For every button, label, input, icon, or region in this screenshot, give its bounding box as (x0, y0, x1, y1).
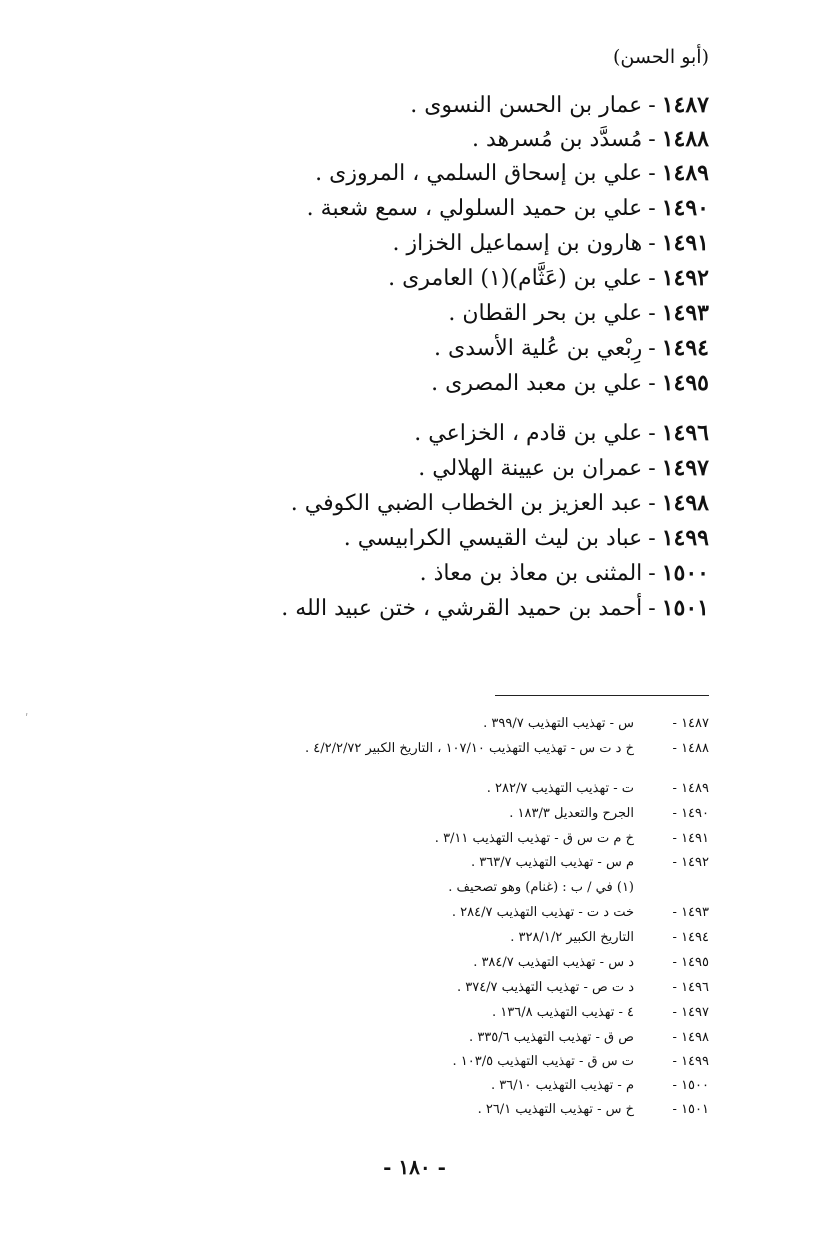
entry-row (307, 193, 709, 223)
entry-dash: - (648, 456, 656, 481)
footnote-separator (495, 695, 709, 696)
footnote-text: الجرح والتعديل ١٨٣/٣ . (509, 806, 634, 821)
entry-number: ١٤٩١ (661, 230, 709, 256)
footnote-text: م - تهذيب التهذيب ٣٦/١٠ . (490, 1078, 634, 1093)
entry-text: مُسدَّد بن مُسرهد . (472, 127, 643, 152)
entry-row (472, 124, 709, 154)
entry-row (281, 593, 709, 623)
entry-row (418, 453, 709, 483)
entry-dash: - (648, 266, 656, 291)
entry-text: أحمد بن حميد القرشي ، ختن عبيد الله . (281, 596, 643, 621)
footnote-text: ص ق - تهذيب التهذيب ٣٣٥/٦ . (469, 1030, 634, 1045)
entry-dash: - (648, 93, 656, 118)
footnote-text: (١) في / ب : (غنام) وهو تصحيف . (448, 880, 634, 895)
entry-dash: - (648, 127, 656, 152)
entry-row (410, 90, 709, 120)
footnote-number: ١٤٩٤ - (672, 930, 709, 945)
entry-number: ١٥٠١ (661, 595, 709, 621)
entry-dash: - (648, 596, 656, 621)
footnote-text: م س - تهذيب التهذيب ٣٦٣/٧ . (470, 855, 634, 870)
footnote-text: خ م ت س ق - تهذيب التهذيب ٣/١١ . (434, 831, 634, 846)
entry-number: ١٥٠٠ (661, 560, 709, 586)
footnote-number: ١٤٩١ - (672, 831, 709, 846)
entry-row (420, 558, 709, 588)
footnote-number: ١٤٩٧ - (672, 1005, 709, 1020)
entry-number: ١٤٩٢ (661, 265, 709, 291)
footnote-number: ١٤٩٠ - (672, 806, 709, 821)
footnote-number: ١٤٩٨ - (672, 1030, 709, 1045)
footnote-number: ١٤٩٥ - (672, 955, 709, 970)
entry-text: عبد العزيز بن الخطاب الضبي الكوفي . (290, 491, 643, 516)
entry-row (315, 158, 709, 188)
footnote-number: ١٤٩٩ - (672, 1054, 709, 1069)
footnote-number (654, 878, 709, 898)
entry-row (431, 368, 709, 398)
margin-mark: ʹ (25, 712, 29, 726)
entry-text: هارون بن إسماعيل الخزاز . (392, 231, 643, 256)
footnote-number: ١٤٨٩ - (672, 781, 709, 796)
footnote-text: ت - تهذيب التهذيب ٢٨٢/٧ . (486, 781, 634, 796)
entry-number: ١٤٨٧ (661, 92, 709, 118)
entry-text: علي بن بحر القطان . (448, 301, 643, 326)
footnote-text: خ د ت س - تهذيب التهذيب ١٠٧/١٠ ، التاريخ الكبير ٤/٢/٢/٧٢ . (305, 741, 634, 756)
entry-row (344, 523, 709, 553)
footnote-text: ت س ق - تهذيب التهذيب ١٠٣/٥ . (452, 1054, 634, 1069)
entry-text: عباد بن ليث القيسي الكرابيسي . (343, 526, 643, 551)
footnote-text: س - تهذيب التهذيب ٣٩٩/٧ . (483, 716, 634, 731)
footnote-text: خ س - تهذيب التهذيب ٢٦/١ . (477, 1102, 634, 1117)
footnote-text: د س - تهذيب التهذيب ٣٨٤/٧ . (473, 955, 634, 970)
entry-dash: - (648, 231, 656, 256)
entry-text: علي بن (عَثَّام)(١) العامرى . (388, 266, 643, 291)
entry-number: ١٤٩٤ (661, 335, 709, 361)
footnote-text: د ت ص - تهذيب التهذيب ٣٧٤/٧ . (456, 980, 634, 995)
entry-dash: - (648, 491, 656, 516)
footnote-text: ٤ - تهذيب التهذيب ١٣٦/٨ . (492, 1005, 634, 1020)
entry-number: ١٤٨٩ (661, 160, 709, 186)
entry-text: عمران بن عيينة الهلالي . (418, 456, 643, 481)
footnote-number: ١٥٠٠ - (672, 1078, 709, 1093)
entry-dash: - (648, 161, 656, 186)
entry-number: ١٤٩٩ (661, 525, 709, 551)
entry-number: ١٤٩٨ (661, 490, 709, 516)
entry-row (392, 228, 709, 258)
entry-text: علي بن معبد المصرى . (431, 371, 643, 396)
entry-text: عمار بن الحسن النسوى . (410, 93, 643, 118)
entry-row (291, 488, 709, 518)
entry-row (434, 333, 709, 363)
entry-number: ١٤٩٣ (661, 300, 709, 326)
entry-number: ١٤٩٧ (661, 455, 709, 481)
footnote-number: ١٤٩٢ - (672, 855, 709, 870)
entry-row (414, 418, 709, 448)
section-heading: (أبو الحسن) (613, 46, 709, 68)
entry-number: ١٤٩٥ (661, 370, 709, 396)
footnote-number: ١٤٩٣ - (672, 905, 709, 920)
entry-dash: - (648, 526, 656, 551)
footnote-number: ١٤٨٧ - (672, 716, 709, 731)
entry-dash: - (648, 421, 656, 446)
entry-text: علي بن إسحاق السلمي ، المروزى . (315, 161, 643, 186)
footnote-text: خت د ت - تهذيب التهذيب ٢٨٤/٧ . (451, 905, 634, 920)
entry-dash: - (648, 301, 656, 326)
footnote-number: ١٤٩٦ - (672, 980, 709, 995)
entry-row (448, 298, 709, 328)
entry-dash: - (648, 371, 656, 396)
footnote-text: التاريخ الكبير ٣٢٨/١/٢ . (510, 930, 634, 945)
entry-number: ١٤٨٨ (661, 126, 709, 152)
entry-number: ١٤٩٦ (661, 420, 709, 446)
entry-dash: - (648, 561, 656, 586)
entry-row (388, 263, 709, 293)
footnote-number: ١٤٨٨ - (672, 741, 709, 756)
page-number: - ١٨٠ - (383, 1155, 446, 1179)
entry-text: رِبْعي بن عُلية الأسدى . (434, 336, 643, 361)
entry-dash: - (648, 336, 656, 361)
entry-number: ١٤٩٠ (661, 195, 709, 221)
entry-dash: - (648, 196, 656, 221)
footnote-number: ١٥٠١ - (672, 1102, 709, 1117)
entry-text: علي بن قادم ، الخزاعي . (414, 421, 643, 446)
entry-text: علي بن حميد السلولي ، سمع شعبة . (306, 196, 643, 221)
entry-text: المثنى بن معاذ بن معاذ . (419, 561, 643, 586)
